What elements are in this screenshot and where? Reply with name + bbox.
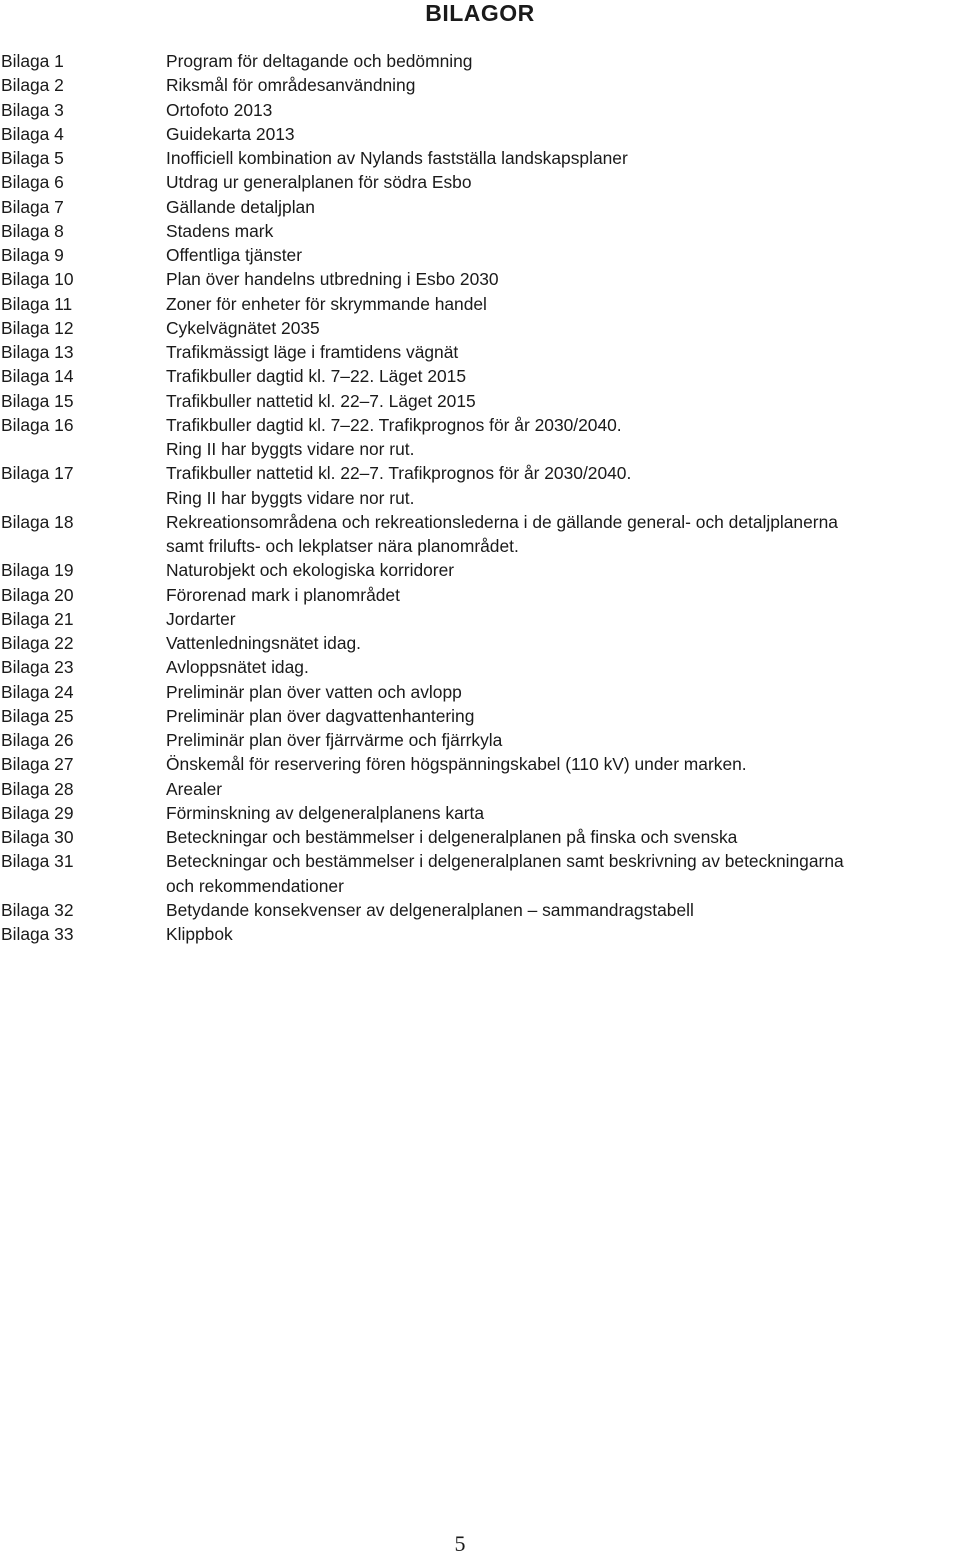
attachment-number: Bilaga 18 bbox=[1, 511, 74, 532]
attachment-title bbox=[166, 389, 960, 413]
attachment-title-line: Offentliga tjänster bbox=[166, 245, 302, 265]
attachment-title bbox=[166, 267, 960, 291]
page-number: 5 bbox=[454, 1531, 466, 1556]
attachment-title-line: Betydande konsekvenser av delgeneralplanen – sammandragstabell bbox=[166, 899, 694, 920]
list-item bbox=[0, 777, 960, 801]
attachment-number: Bilaga 2 bbox=[1, 75, 64, 96]
attachment-number: Bilaga 19 bbox=[1, 560, 74, 581]
attachment-number: Bilaga 20 bbox=[1, 584, 74, 605]
attachment-title-line: Naturobjekt och ekologiska korridorer bbox=[166, 560, 455, 581]
attachment-title-line: Arealer bbox=[166, 778, 223, 799]
list-item bbox=[0, 73, 960, 97]
attachment-number: Bilaga 26 bbox=[1, 730, 74, 750]
attachment-title-line: Trafikbuller dagtid kl. 7–22. Läget 2015 bbox=[166, 366, 467, 387]
attachment-number: Bilaga 23 bbox=[1, 657, 74, 678]
attachment-title bbox=[166, 122, 960, 146]
attachment-title bbox=[166, 777, 960, 801]
page-title: BILAGOR bbox=[425, 0, 535, 26]
list-item bbox=[0, 558, 960, 582]
attachment-title-line: Vattenledningsnätet idag. bbox=[166, 633, 361, 653]
attachment-title bbox=[166, 752, 960, 776]
attachment-title-line: Ring II har byggts vidare nor rut. bbox=[166, 439, 415, 459]
attachment-title bbox=[166, 558, 960, 582]
attachment-title-line: Trafikbuller nattetid kl. 22–7. Läget 2015 bbox=[166, 390, 476, 411]
attachment-number: Bilaga 11 bbox=[1, 293, 73, 314]
attachment-title bbox=[166, 801, 960, 825]
list-item bbox=[0, 825, 960, 849]
attachment-title-line: Trafikbuller dagtid kl. 7–22. Trafikprognos för år 2030/2040. bbox=[166, 414, 622, 435]
attachment-title-line: Plan över handelns utbredning i Esbo 2030 bbox=[166, 269, 499, 290]
attachment-list bbox=[0, 49, 960, 946]
list-item bbox=[0, 583, 960, 607]
attachment-title bbox=[166, 195, 960, 219]
attachment-title-line: Ortofoto 2013 bbox=[166, 99, 273, 120]
attachment-number: Bilaga 30 bbox=[1, 827, 74, 847]
attachment-title bbox=[166, 340, 960, 364]
attachment-title bbox=[166, 73, 960, 97]
list-item bbox=[0, 801, 960, 825]
attachment-number: Bilaga 33 bbox=[1, 924, 74, 944]
list-item bbox=[0, 267, 960, 291]
attachment-number: Bilaga 27 bbox=[1, 754, 74, 775]
attachment-number: Bilaga 8 bbox=[1, 220, 64, 241]
attachment-title-line: Beteckningar och bestämmelser i delgeneralplanen på finska och svenska bbox=[166, 827, 738, 847]
attachment-title bbox=[166, 98, 960, 122]
list-item bbox=[0, 195, 960, 219]
attachment-title-line: Rekreationsområdena och rekreationslederna i de gällande general- och detaljplanerna bbox=[166, 511, 838, 532]
attachment-title-line: Förminskning av delgeneralplanens karta bbox=[166, 802, 485, 823]
list-item bbox=[0, 122, 960, 146]
attachment-title-line: Önskemål för reservering fören högspänningskabel (110 kV) under marken. bbox=[166, 754, 747, 775]
attachment-number: Bilaga 3 bbox=[1, 99, 64, 120]
attachment-title-line: Program för deltagande och bedömning bbox=[166, 51, 473, 71]
attachment-title bbox=[166, 316, 960, 340]
attachment-title-line: Utdrag ur generalplanen för södra Esbo bbox=[166, 172, 472, 193]
attachment-title bbox=[166, 825, 960, 849]
list-item bbox=[0, 461, 960, 510]
attachment-number: Bilaga 28 bbox=[1, 778, 74, 799]
list-item bbox=[0, 898, 960, 922]
list-item bbox=[0, 364, 960, 388]
attachment-title-line: Gällande detaljplan bbox=[166, 196, 315, 217]
attachment-title bbox=[166, 364, 960, 388]
list-item bbox=[0, 413, 960, 462]
attachment-title-line: Inofficiell kombination av Nylands fastställa landskapsplaner bbox=[166, 148, 628, 168]
list-item bbox=[0, 849, 960, 898]
attachment-title bbox=[166, 292, 960, 316]
attachment-number: Bilaga 21 bbox=[1, 608, 74, 629]
list-item bbox=[0, 631, 960, 655]
attachment-title bbox=[166, 243, 960, 267]
attachment-title-line: Zoner för enheter för skrymmande handel bbox=[166, 293, 487, 314]
attachment-title bbox=[166, 146, 960, 170]
attachment-title bbox=[166, 922, 960, 946]
list-item bbox=[0, 292, 960, 316]
attachment-number: Bilaga 24 bbox=[1, 681, 74, 702]
attachment-number: Bilaga 16 bbox=[1, 414, 74, 435]
attachment-title bbox=[166, 413, 960, 462]
attachment-title-line: Preliminär plan över dagvattenhantering bbox=[166, 705, 475, 726]
list-item bbox=[0, 704, 960, 728]
attachment-title-line: Förorenad mark i planområdet bbox=[166, 584, 400, 605]
attachment-title bbox=[166, 849, 960, 898]
attachment-number: Bilaga 9 bbox=[1, 245, 64, 265]
list-item bbox=[0, 728, 960, 752]
attachment-title-line: Stadens mark bbox=[166, 220, 274, 241]
attachment-title-line: Guidekarta 2013 bbox=[166, 123, 295, 144]
list-item bbox=[0, 389, 960, 413]
attachment-title bbox=[166, 49, 960, 73]
attachment-number: Bilaga 1 bbox=[1, 51, 64, 71]
attachment-title bbox=[166, 680, 960, 704]
attachment-title-line: Beteckningar och bestämmelser i delgeneralplanen samt beskrivning av beteckningarna bbox=[166, 851, 844, 872]
attachment-title-line: och rekommendationer bbox=[166, 875, 344, 896]
attachment-title-line: Preliminär plan över vatten och avlopp bbox=[166, 681, 462, 702]
list-item bbox=[0, 510, 960, 559]
attachment-title bbox=[166, 631, 960, 655]
attachment-title-line: Riksmål för områdesanvändning bbox=[166, 75, 416, 96]
attachment-title bbox=[166, 704, 960, 728]
attachment-number: Bilaga 14 bbox=[1, 366, 74, 387]
list-item bbox=[0, 655, 960, 679]
attachment-title-line: Trafikmässigt läge i framtidens vägnät bbox=[166, 342, 459, 362]
attachment-number: Bilaga 17 bbox=[1, 463, 74, 484]
attachment-title-line: Preliminär plan över fjärrvärme och fjärrkyla bbox=[166, 730, 503, 750]
attachment-title-line: Avloppsnätet idag. bbox=[166, 657, 309, 678]
list-item bbox=[0, 680, 960, 704]
attachment-title bbox=[166, 219, 960, 243]
attachment-title bbox=[166, 510, 960, 559]
list-item bbox=[0, 49, 960, 73]
attachment-title-line: Klippbok bbox=[166, 924, 233, 944]
attachment-title-line: Trafikbuller nattetid kl. 22–7. Trafikprognos för år 2030/2040. bbox=[166, 463, 632, 484]
attachment-title bbox=[166, 607, 960, 631]
attachment-number: Bilaga 13 bbox=[1, 342, 74, 362]
attachment-number: Bilaga 6 bbox=[1, 172, 64, 193]
attachment-number: Bilaga 5 bbox=[1, 148, 64, 168]
attachment-number: Bilaga 10 bbox=[1, 269, 74, 290]
attachment-number: Bilaga 31 bbox=[1, 851, 74, 872]
list-item bbox=[0, 340, 960, 364]
attachment-title-line: Cykelvägnätet 2035 bbox=[166, 317, 320, 338]
list-item bbox=[0, 243, 960, 267]
attachment-title bbox=[166, 583, 960, 607]
list-item bbox=[0, 170, 960, 194]
attachment-number: Bilaga 7 bbox=[1, 196, 64, 217]
attachment-title-line: Ring II har byggts vidare nor rut. bbox=[166, 487, 415, 508]
attachment-title bbox=[166, 170, 960, 194]
attachment-number: Bilaga 12 bbox=[1, 317, 74, 338]
list-item bbox=[0, 146, 960, 170]
attachment-title-line: samt frilufts- och lekplatser nära planområdet. bbox=[166, 536, 519, 556]
attachment-number: Bilaga 25 bbox=[1, 705, 74, 726]
attachment-number: Bilaga 15 bbox=[1, 390, 74, 411]
list-item bbox=[0, 922, 960, 946]
list-item bbox=[0, 752, 960, 776]
attachment-title bbox=[166, 728, 960, 752]
list-item bbox=[0, 316, 960, 340]
attachment-number: Bilaga 29 bbox=[1, 802, 74, 823]
attachment-title bbox=[166, 461, 960, 510]
attachment-title-line: Jordarter bbox=[166, 608, 236, 629]
list-item bbox=[0, 98, 960, 122]
list-item bbox=[0, 219, 960, 243]
attachment-number: Bilaga 32 bbox=[1, 899, 74, 920]
list-item bbox=[0, 607, 960, 631]
attachment-title bbox=[166, 655, 960, 679]
attachment-title bbox=[166, 898, 960, 922]
attachment-number: Bilaga 22 bbox=[1, 633, 74, 653]
attachment-number: Bilaga 4 bbox=[1, 123, 64, 144]
